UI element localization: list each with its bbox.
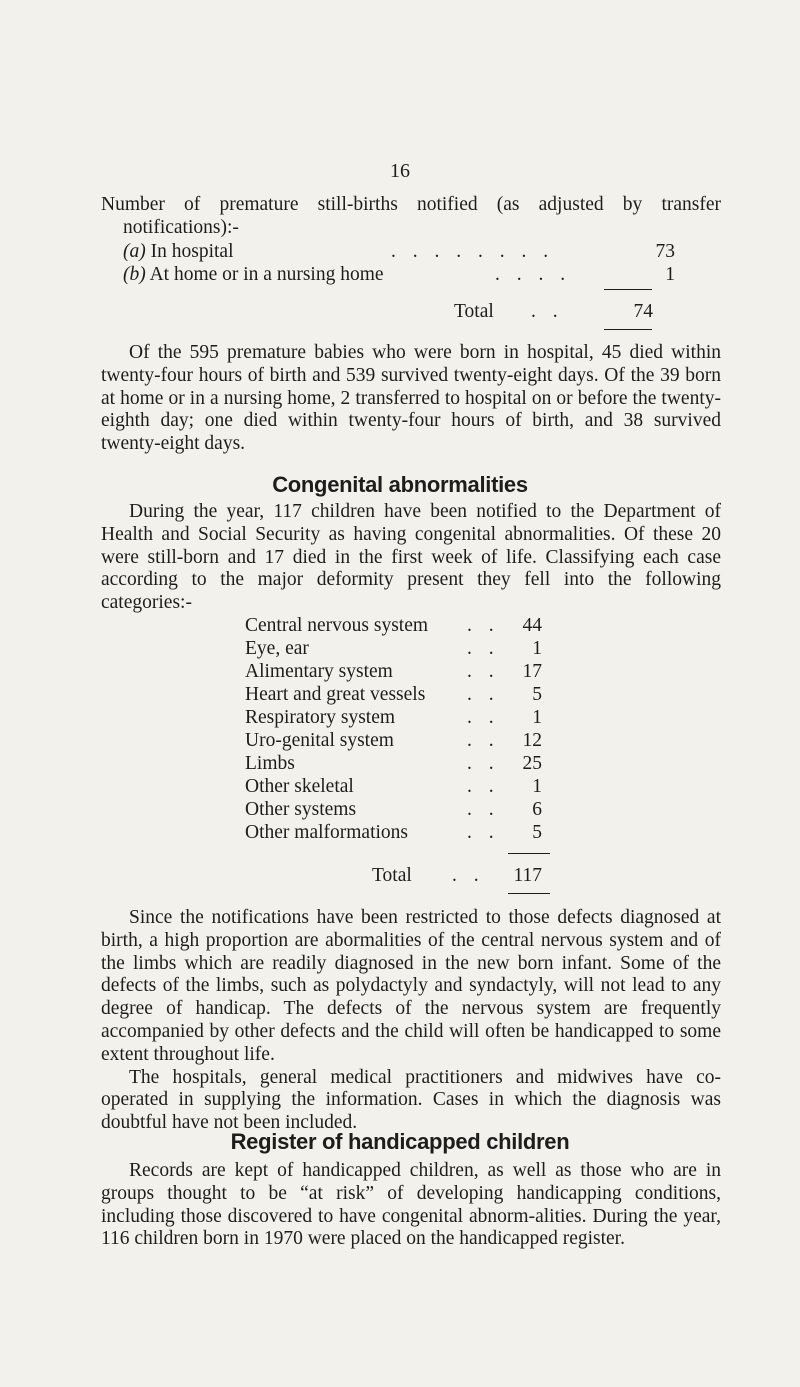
- stillbirths-row-hospital: [123, 240, 721, 263]
- item-prefix: (b): [123, 263, 146, 285]
- congenital-category-list: [245, 614, 585, 844]
- page-number: 16: [390, 160, 410, 182]
- category-row: [245, 752, 585, 775]
- item-label: In hospital: [150, 240, 234, 262]
- congenital-discussion: [101, 907, 721, 1135]
- register-paragraph: Records are kept of handicapped children, as well as those who are in groups thought to be “at risk” of developing handicapping conditions, including those discovered to have congenital abnorm-alities. During the year, 116 children born in 1970 were placed on the handicapped register.: [101, 1160, 721, 1250]
- category-label: Alimentary system: [245, 661, 393, 682]
- leader-dots: . . . . . . . .: [391, 240, 555, 262]
- congenital-rule-top: [508, 853, 550, 854]
- leader-dots: . .: [467, 822, 500, 843]
- leader-dots: . .: [531, 301, 564, 322]
- leader-dots: . .: [467, 799, 500, 820]
- item-label: At home or in a nursing home: [149, 263, 384, 285]
- category-row: [245, 706, 585, 729]
- congenital-rule-bottom: [508, 893, 550, 894]
- category-value: 5: [532, 822, 542, 843]
- leader-dots: . .: [467, 707, 500, 728]
- total-value: 117: [513, 865, 542, 886]
- category-label: Other systems: [245, 799, 357, 820]
- leader-dots: . .: [467, 638, 500, 659]
- category-label: Heart and great vessels: [245, 684, 426, 705]
- leader-dots: . .: [467, 684, 500, 705]
- category-row: [245, 614, 585, 637]
- category-value: 1: [532, 776, 542, 797]
- total-label: Total: [454, 301, 494, 322]
- leader-dots: . .: [467, 661, 500, 682]
- congenital-paragraph-1: Since the notifications have been restricted to those defects diagnosed at birth, a high proportion are abormalities of the central nervous system and of the limbs which are readily diagnosed in the new born infant. Some of the defects of the limbs, such as polydactyly and syndactyly, will not lead to any degree of handicap. The defects of the nervous system are frequently accompanied by other defects and the child will often be handicapped to some extent throughout life.: [101, 907, 721, 1065]
- total-label: Total: [372, 865, 412, 886]
- congenital-intro: During the year, 117 children have been notified to the Department of Health and Social Security as having congenital abnormalities. Of these 20 were still-born and 17 died in the first week of life. Classifying each case according to the major deformity present they fell into the following categories:-: [101, 501, 721, 614]
- category-label: Respiratory system: [245, 707, 396, 728]
- stillbirths-section: [101, 194, 721, 286]
- leader-dots: . .: [467, 730, 500, 751]
- leader-dots: . .: [467, 615, 500, 636]
- leader-dots: . .: [452, 865, 485, 886]
- congenital-intro-block: [101, 501, 721, 615]
- category-row: [245, 775, 585, 798]
- category-label: Eye, ear: [245, 638, 309, 659]
- category-row: [245, 729, 585, 752]
- item-value: 1: [665, 263, 675, 285]
- congenital-total-row: [245, 864, 585, 887]
- category-label: Uro-genital system: [245, 730, 394, 751]
- total-value: 74: [633, 301, 653, 322]
- premature-paragraph: Of the 595 premature babies who were born in hospital, 45 died within twenty-four hours of birth and 539 survived twenty-eight days. Of the 39 born at home or in a nursing home, 2 transferred to hospital on or before the twenty-eighth day; one died within twenty-four hours of birth, and 38 survived twenty-eight days.: [101, 342, 721, 455]
- register-section: [101, 1160, 721, 1251]
- category-value: 1: [532, 638, 542, 659]
- stillbirths-rule-bottom: [604, 329, 652, 330]
- stillbirths-row-home: [123, 263, 721, 286]
- register-heading: Register of handicapped children: [230, 1129, 570, 1154]
- category-value: 5: [532, 684, 542, 705]
- congenital-paragraph-2: The hospitals, general medical practitioners and midwives have co-operated in supplying the information. Cases in which the diagnosis was doubtful have not been included.: [101, 1066, 721, 1134]
- category-row: [245, 798, 585, 821]
- category-value: 6: [532, 799, 542, 820]
- item-prefix: (a): [123, 240, 146, 262]
- category-value: 1: [532, 707, 542, 728]
- category-label: Other skeletal: [245, 776, 354, 797]
- congenital-heading: Congenital abnormalities: [272, 472, 528, 497]
- category-label: Central nervous system: [245, 615, 429, 636]
- category-value: 12: [522, 730, 542, 751]
- category-row: [245, 660, 585, 683]
- item-value: 73: [655, 240, 675, 262]
- leader-dots: . . . .: [495, 263, 572, 285]
- category-value: 25: [522, 753, 542, 774]
- stillbirths-intro: Number of premature still-births notified (as adjusted by transfer notifications):-: [101, 194, 721, 238]
- category-value: 17: [522, 661, 542, 682]
- category-label: Limbs: [245, 753, 295, 774]
- premature-section: [101, 342, 721, 456]
- category-label: Other malformations: [245, 822, 408, 843]
- category-row: [245, 821, 585, 844]
- category-row: [245, 637, 585, 660]
- stillbirths-rule-top: [604, 289, 652, 290]
- category-value: 44: [522, 615, 542, 636]
- stillbirths-total-row: [123, 300, 683, 323]
- leader-dots: . .: [467, 776, 500, 797]
- leader-dots: . .: [467, 753, 500, 774]
- category-row: [245, 683, 585, 706]
